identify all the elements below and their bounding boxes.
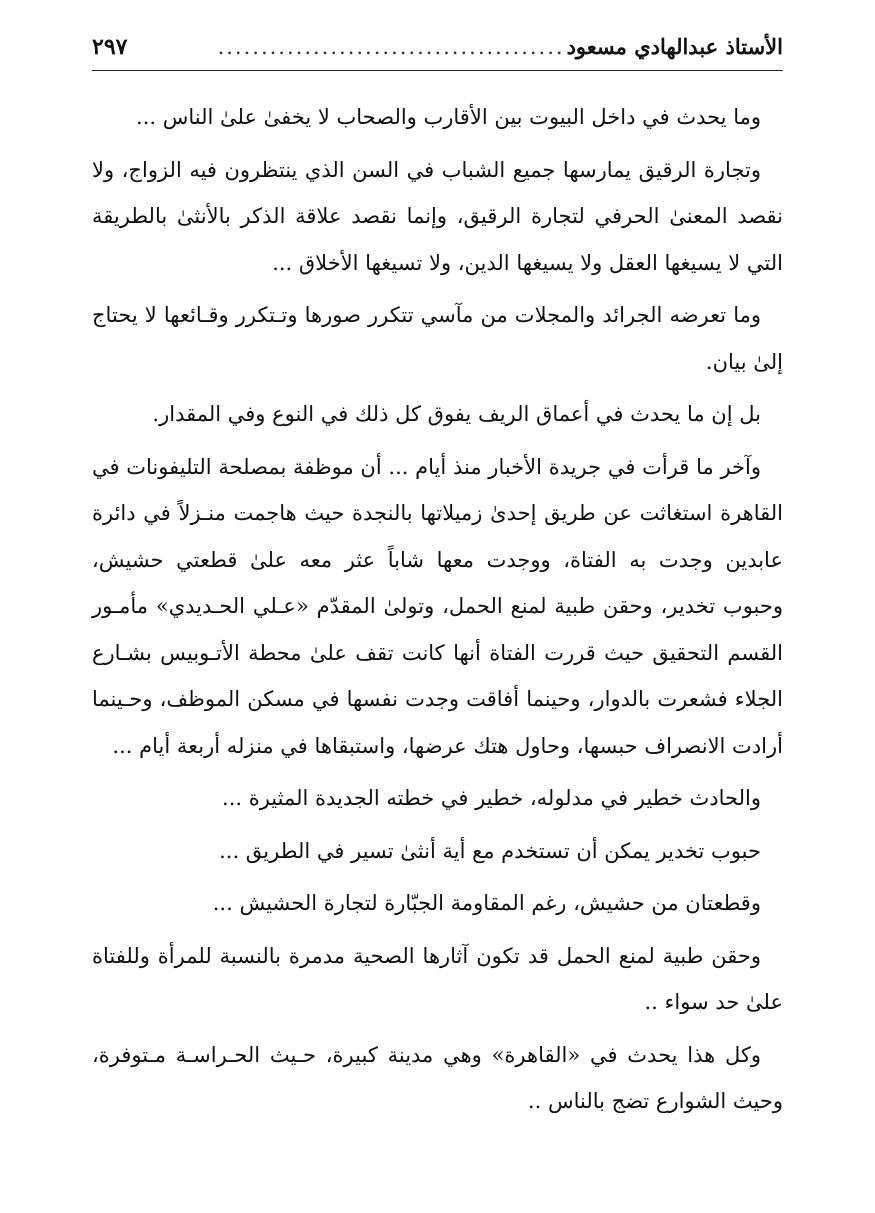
paragraph-8: وقطعتان من حشيش، رغم المقاومة الجبّارة لتجارة الحشيش ... bbox=[212, 891, 761, 915]
paragraph-2: وتجارة الرقيق يمارسها جميع الشباب في السن الذي ينتظرون فيه الزواج، ولا نقصد المعنىٰ الحرفي لتجارة الرقيق، وإنما نقصد علاقة الذكر بالأنثىٰ بالطريقة التي لا يسيغها العقل ولا يسيغها الدين، ولا تسيغها الأخلاق ... bbox=[92, 157, 783, 275]
paragraph-10: وكل هذا يحدث في «القاهرة» وهي مدينة كبيرة، حـيث الحـراسـة مـتوفرة، وحيث الشوارع تضج بالناس .. bbox=[92, 1042, 783, 1113]
body-text bbox=[92, 94, 783, 1131]
paragraph-6: والحادث خطير في مدلوله، خطير في خطته الجديدة المثيرة ... bbox=[222, 786, 761, 810]
running-header bbox=[92, 34, 783, 71]
page-number: ٢٩٧ bbox=[92, 34, 128, 60]
paragraph-4: بل إن ما يحدث في أعماق الريف يفوق كل ذلك في النوع وفي المقدار. bbox=[152, 402, 761, 426]
paragraph-7: حبوب تخدير يمكن أن تستخدم مع أية أنثىٰ تسير في الطريق ... bbox=[219, 838, 761, 863]
header-author: الأستاذ عبدالهادي مسعود bbox=[566, 34, 783, 59]
paragraph-9: وحقن طبية لمنع الحمل قد تكون آثارها الصحية مدمرة بالنسبة للمرأة وللفتاة علىٰ حد سواء .. bbox=[92, 943, 783, 1014]
header-leader-dots: ........................................ bbox=[217, 35, 565, 59]
paragraph-1: وما يحدث في داخل البيوت بين الأقارب والصحاب لا يخفىٰ علىٰ الناس ... bbox=[136, 105, 761, 129]
paragraph-5: وآخر ما قرأت في جريدة الأخبار منذ أيام ... أن موظفة بمصلحة التليفونات في القاهرة استغاثت عن طريق إحدىٰ زميلاتها بالنجدة حيث هاجمت منـزلاً في دائرة عابدين وجدت به الفتاة، ووجدت معها شاباً عثر معه علىٰ قطعتي حشيش، وحبوب تخدير، وحقن طبية لمنع الحمل، وتولىٰ المقدّم «عـلي الحـديدي» مأمـور القسم التحقيق حيث قررت الفتاة أنها كانت تقف علىٰ محطة الأتـوبيس بشـارع الجلاء فشعرت بالدوار، وحينما أفاقت وجدت نفسها في مسكن الموظف، وحـينما أرادت الانصراف حبسها، وحاول هتك عرضها، واستبقاها في منزله أربعة أيام ... bbox=[92, 454, 783, 758]
paragraph-3: وما تعرضه الجرائد والمجلات من مآسي تتكرر صورها وتـتكرر وقـائعها لا يحتاج إلىٰ بيان. bbox=[92, 303, 783, 374]
